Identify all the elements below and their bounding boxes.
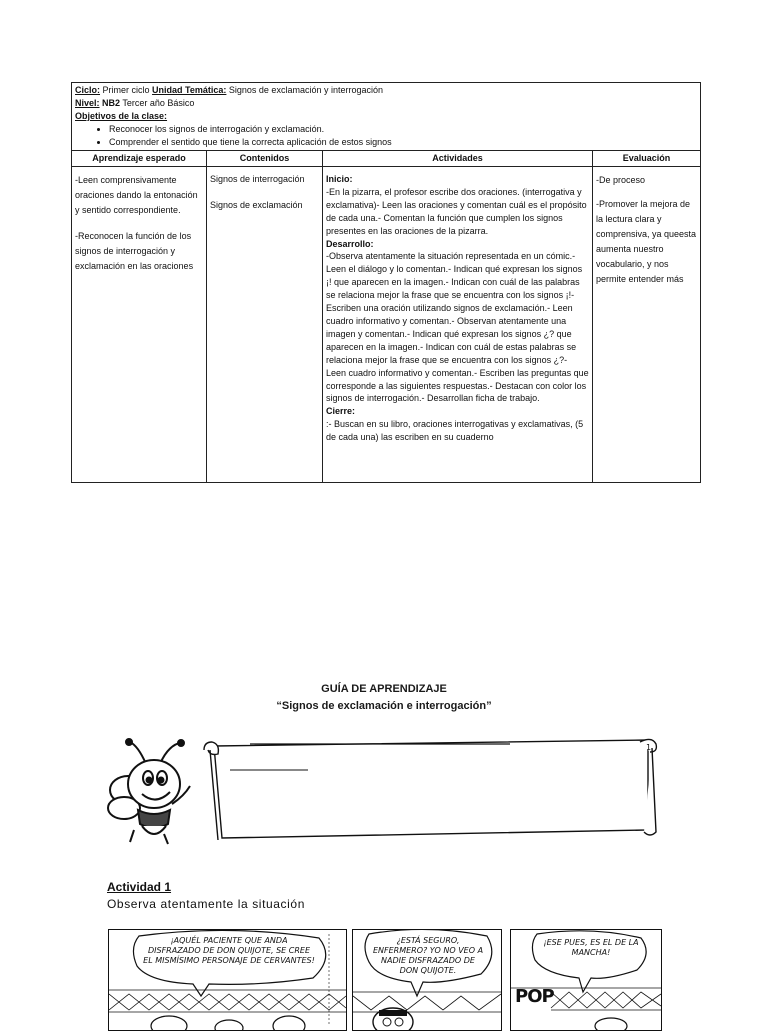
objetivos-label: Objetivos de la clase: (75, 111, 168, 121)
plan-header-row (72, 83, 701, 151)
guide-title: GUÍA DE APRENDIZAJE (321, 683, 447, 695)
evaluacion-item: -De proceso (596, 175, 646, 185)
unidad-block (152, 85, 383, 95)
comic-sound-effect: POP (515, 986, 554, 1007)
comic-panel-1 (108, 929, 347, 1031)
header-evaluacion: Evaluación (593, 151, 701, 167)
plan-body-row (72, 167, 701, 483)
comic-panel-1-text: ¡AQUÉL PACIENTE QUE ANDA DISFRAZADO DE DON QUIJOTE, SE CREE EL MISMÍSIMO PERSONAJE DE CERVANTES! (143, 936, 315, 965)
header-actividades: Actividades (323, 151, 593, 167)
cierre-text: :- Buscan en su libro, oraciones interrogativas y exclamativas, (5 de cada una) las escriben en su cuaderno (326, 419, 584, 443)
inicio-label: Inicio: (326, 174, 353, 184)
lesson-plan-table (71, 82, 701, 483)
ciclo-line (75, 84, 697, 97)
evaluacion-item: -Promover la mejora de la lectura clara y comprensiva, ya queesta aumenta nuestro vocabulario, y nos permite entender más (596, 199, 697, 284)
unidad-label: Unidad Temática: (152, 85, 227, 95)
aprendizaje-item: -Leen comprensivamente oraciones dando la entonación y sentido correspondiente. (75, 175, 198, 215)
guide-subtitle: “Signos de exclamación e interrogación” (276, 700, 492, 712)
plan-header-cell (72, 83, 701, 151)
parchment-scroll-illustration (200, 732, 664, 844)
cierre-label: Cierre: (326, 406, 356, 417)
evaluacion-cell (593, 167, 701, 483)
aprendizaje-item: -Reconocen la función de los signos de interrogación y exclamación en las oraciones (75, 231, 194, 271)
header-contenidos: Contenidos (207, 151, 323, 167)
plan-column-headers (72, 151, 701, 167)
bee-mascot-illustration (104, 738, 204, 848)
aprendizaje-cell (72, 167, 207, 483)
nivel-line (75, 97, 697, 110)
nivel-label: Nivel: (75, 98, 100, 108)
ciclo-label: Ciclo: (75, 85, 101, 95)
comic-panel-3 (510, 929, 662, 1031)
objetivo-item: • Comprender el sentido que tiene la correcta aplicación de estos signos (109, 136, 697, 149)
comic-panel-3-text: ¡ESE PUES, ES EL DE LA MANCHA! (543, 938, 639, 957)
contenido-item: Signos de interrogación (210, 174, 305, 184)
objetivo-item: • Reconocer los signos de interrogación y exclamación. (109, 123, 697, 136)
svg-text:1: 1 (646, 743, 652, 752)
contenido-item: Signos de exclamación (210, 200, 303, 210)
desarrollo-text: -Observa atentamente la situación representada en un cómic.- Leen el diálogo y lo comentan.- Indican qué expresan los signos ¡! que aparecen en la imagen.- Indican con cuál de las palabras se relaciona mejor la frase que se encuentra con los signos ¡!- Escriben una oración utilizando signos de exclamación.- Leen cuadro informativo y comentan.- Observan atentamente una imagen y comentan.- Indican qué expresan los signos ¿? que aparecen en la imagen.- Indican con cuál de estas palabras se relaciona mejor la frase que se encuentra con los signos ¿?- Leen cuadro informativo y comentan.- Escriben las preguntas que corresponde a las siguientes respuestas.- Destacan con color los signos de interrogación.- Desarrollan ficha de trabajo. (326, 251, 589, 404)
inicio-text: -En la pizarra, el profesor escribe dos oraciones. (interrogativa y exclamativa)- Leen las oraciones y comentan cuál es el propósito de cada una.- Comentan la función que cumplen los signos presentes en las oraciones de la pizarra. (326, 186, 587, 236)
nivel-code: NB2 (99, 98, 121, 108)
contenidos-cell (207, 167, 323, 483)
comic-panel-2-text: ¿ESTÁ SEGURO, ENFERMERO? YO NO VEO A NADIE DISFRAZADO DE DON QUIJOTE. (372, 936, 484, 975)
header-aprendizaje: Aprendizaje esperado (72, 151, 207, 167)
activity-heading: Actividad 1 (107, 880, 172, 894)
unidad-value: Signos de exclamación y interrogación (226, 85, 383, 95)
objetivos-list (75, 123, 697, 149)
desarrollo-label: Desarrollo: (326, 238, 374, 249)
actividades-cell (323, 167, 593, 483)
ciclo-value: Primer ciclo (100, 85, 150, 95)
activity-instruction: Observa atentamente la situación (107, 897, 305, 911)
comic-panel-2 (352, 929, 502, 1031)
nivel-value: Tercer año Básico (120, 98, 195, 108)
